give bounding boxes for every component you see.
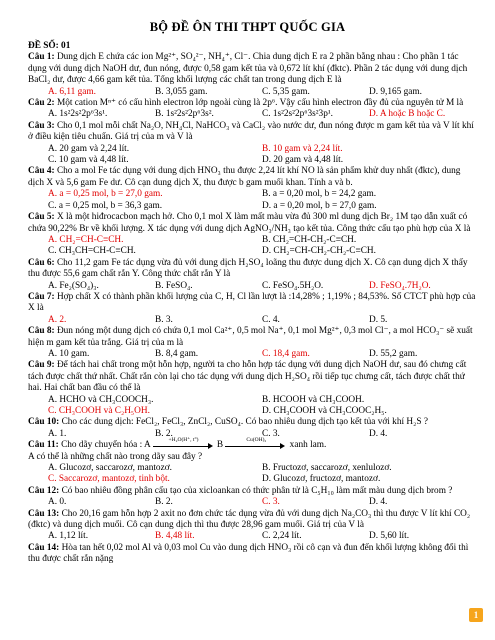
- option-a: A. a = 0,25 mol, b = 27,0 gam.: [48, 189, 163, 200]
- option-a: A. 20 gam và 2,24 lít.: [48, 143, 130, 154]
- option-d: D. 9,165 gam.: [369, 86, 422, 97]
- option-c: C. 1s²2s²2p⁶3s²3p¹.: [262, 109, 333, 120]
- reaction-arrow-2: Cu(OH)₂: [225, 441, 287, 450]
- option-b: B. 10 gam và 2,24 lít.: [262, 143, 343, 154]
- option-a: A. HCHO và CH₃COOCH₃.: [48, 394, 154, 405]
- option-c: C. 2,24 lít.: [262, 531, 302, 542]
- option-b: B. 2.: [155, 497, 173, 508]
- options-7: [28, 315, 476, 326]
- option-c: C. 3.: [262, 428, 280, 439]
- options-2: [28, 109, 476, 120]
- options-1: [28, 87, 476, 98]
- question-6: Câu 6: Cho 11,2 gam Fe tác dụng vừa đủ với dung dịch H₂SO₄ loãng thu được dung dịch X. Cô cạn dung dịch X thấy thu được 55,6 gam chất rắn Y. Công thức chất rắn Y là: [28, 257, 468, 280]
- option-c: C. 5,35 gam.: [262, 86, 310, 97]
- question-14: Câu 14: Hòa tan hết 0,02 mol Al và 0,03 mol Cu vào dung dịch HNO₃ rồi cô cạn và đun đến khối lượng không đổi thì thu được chất rắn nặng: [28, 542, 469, 565]
- option-a: A. 1,12 lít.: [48, 531, 89, 542]
- options-9b: [28, 406, 476, 417]
- document-title: BỘ ĐỀ ÔN THI THPT QUỐC GIA: [149, 20, 346, 34]
- option-b: B. 1s²2s²2p⁶3s².: [155, 109, 214, 120]
- option-d: D. 5,60 lít.: [369, 531, 410, 542]
- option-a: A. CH₂=CH-C≡CH.: [48, 234, 124, 245]
- option-a: A. 2.: [48, 314, 67, 325]
- question-10: Câu 10: Cho các dung dịch: FeCl₂, FeCl₃, ZnCl₂, CuSO₄. Có bao nhiêu dung dịch tạo kết tủa với khí H₂S ?: [28, 417, 428, 428]
- options-3b: [28, 155, 476, 166]
- options-9a: [28, 395, 476, 406]
- exam-number: ĐỀ SỐ: 01: [28, 41, 71, 51]
- question-1: Câu 1: Dung dịch E chứa các ion Mg²⁺, SO₄²⁻, NH₄⁺, Cl⁻. Chia dung dịch E ra 2 phần bằng nhau : Cho phần 1 tác dụng với dung dịch NaOH dư, đun nóng, được 0,58 gam kết tủa và 0,672 lít khí (đktc). Phần 2 tác dụng với dung dịch BaCl₂ dư, được 4,66 gam kết tủa. Tổng khối lượng các chất tan trong dung dịch E là: [28, 52, 468, 86]
- question-5: Câu 5: X là một hiđrocacbon mạch hở. Cho 0,1 mol X làm mất màu vừa đủ 300 ml dung dịch Br₂ 1M tạo dẫn xuất có chứa 90,22% Br về khối lượng. X tác dụng với dung dịch AgNO₃/NH₃ tạo kết tủa. Công thức cấu tạo phù hợp của X là: [28, 212, 471, 234]
- option-c: C. Saccarozơ, mantozơ, tinh bột.: [48, 474, 170, 485]
- option-a: A. 1s²2s²2p⁶3s¹.: [48, 109, 108, 120]
- question-3: Câu 3: Cho 0,1 mol mỗi chất Na₂O, NH₄Cl, NaHCO₃ và CaCl₂ vào nước dư, đun nóng được m gam kết tủa và V lít khí ở điều kiện tiêu chuẩn. Giá trị của m và V là: [28, 120, 474, 143]
- options-4b: [28, 201, 476, 212]
- option-b: B. 2.: [155, 428, 173, 439]
- options-13: [28, 531, 476, 542]
- question-2: Câu 2: Một cation Mⁿ⁺ có cấu hình electron lớp ngoài cùng là 2p⁶. Vậy cấu hình electron đầy đủ của nguyên tử M là: [28, 98, 464, 109]
- option-b: B. Fructozơ, saccarozơ, xenlulozơ.: [262, 463, 392, 474]
- option-d: D. 4.: [369, 428, 388, 439]
- option-b: B. CH₂=CH-CH₂-C≡CH.: [262, 234, 357, 245]
- option-d: D. 20 gam và 4,48 lít.: [262, 155, 344, 166]
- question-8: Câu 8: Đun nóng một dung dịch có chứa 0,1 mol Ca²⁺, 0,5 mol Na⁺, 0,1 mol Mg²⁺, 0,3 mol Cl⁻, a mol HCO₃⁻ sẽ xuất hiện m gam kết tủa trắng. Giá trị của m là: [28, 326, 473, 348]
- question-7: Câu 7: Hợp chất X có thành phần khối lượng của C, H, Cl lần lượt là :14,28% ; 1,19% ; 84,53%. Số CTCT phù hợp của X là: [28, 291, 476, 314]
- option-d: D. 55,2 gam.: [369, 348, 418, 359]
- question-11-stem: A có thể là những chất nào trong dãy sau đây ?: [28, 451, 203, 462]
- option-d: D. 4.: [369, 497, 388, 508]
- question-9: Câu 9: Để tách hai chất trong một hỗn hợp, người ta cho hỗn hợp tác dụng với dung dịch NaOH dư, sau đó chưng cất tách được chất thứ nhất. Chất rắn còn lại cho tác dụng với dung dịch H₂SO₄ rồi tiếp tục chưng cất, tách được chất thứ hai. Hai chất ban đầu có thể là: [28, 360, 467, 394]
- option-a: A. 1.: [48, 428, 67, 439]
- option-c: C. 18,4 gam.: [262, 348, 310, 359]
- option-c: C. 3.: [262, 497, 280, 508]
- option-a: A. 0.: [48, 497, 67, 508]
- question-12: Câu 12: Có bao nhiêu đồng phân cấu tạo của xicloankan có thức phân tử là C₅H₁₀ làm mất màu dung dịch brom ?: [28, 485, 453, 496]
- options-5a: [28, 235, 476, 246]
- options-5b: [28, 246, 476, 257]
- option-c: C. 10 gam và 4,48 lít.: [48, 155, 129, 166]
- options-8: [28, 349, 476, 360]
- option-b: B. 8,4 gam.: [155, 348, 199, 359]
- option-c: C. 4.: [262, 314, 280, 325]
- options-6: [28, 281, 476, 292]
- question-13: Câu 13: Cho 20,16 gam hỗn hợp 2 axit no đơn chức tác dụng vừa đủ với dung dịch Na₂CO₃ thì thu được V lít khí CO₂ (đktc) và dung dịch muối. Cô cạn dung dịch thì thu được 28,96 gam muối. Giá trị của V là: [28, 508, 471, 531]
- option-d: D. 5.: [369, 314, 388, 325]
- option-c: C. a = 0,25 mol, b = 36,3 gam.: [48, 200, 163, 211]
- options-12: [28, 497, 476, 508]
- option-c: C. FeSO₄.5H₂O.: [262, 280, 324, 291]
- options-11b: [28, 474, 476, 485]
- option-b: B. 3.: [155, 314, 173, 325]
- option-d: D. CH₂=CH-CH₂-CH₂-C≡CH.: [262, 246, 376, 257]
- option-a: A. 6,11 gam.: [48, 86, 96, 97]
- option-b: B. FeSO₄.: [155, 280, 193, 291]
- options-3a: [28, 144, 476, 155]
- option-b: B. a = 0,20 mol, b = 24,2 gam.: [262, 189, 377, 200]
- option-c: C. CH₃CH=CH-C≡CH.: [48, 246, 136, 257]
- option-d: D. Glucozơ, fructozơ, mantozơ.: [262, 474, 381, 485]
- option-b: B. 3,055 gam.: [155, 86, 208, 97]
- reaction-arrow-1: +H₂O(H⁺, t°): [153, 441, 215, 450]
- option-b: B. 4,48 lít.: [155, 531, 195, 542]
- option-d: D. a = 0,20 mol, b = 27,0 gam.: [262, 200, 377, 211]
- option-a: A. Glucozơ, saccarozơ, mantozơ.: [48, 463, 172, 474]
- option-a: A. 10 gam.: [48, 348, 90, 359]
- option-d: D. A hoặc B hoặc C.: [369, 109, 446, 120]
- option-a: A. Fe₂(SO₄)₃.: [48, 280, 99, 291]
- page-number-badge: 1: [469, 608, 483, 622]
- option-d: D. FeSO₄.7H₂O.: [369, 280, 431, 291]
- options-4a: [28, 189, 476, 200]
- option-b: B. HCOOH và CH₃COOH.: [262, 394, 365, 405]
- question-4: Câu 4: Cho a mol Fe tác dụng với dung dịch HNO₃ thu được 2,24 lít khí NO là sản phẩm khử duy nhất (đktc), dung dịch X và 5,6 gam Fe dư. Cô cạn dung dịch X, thu được b gam muối khan. Tính a và b.: [28, 166, 461, 188]
- option-d: D. CH₃COOH và CH₃COOC₂H₅.: [262, 406, 387, 416]
- options-11a: [28, 463, 476, 474]
- question-11: Câu 11: Cho dãy chuyển hóa : A +H₂O(H⁺, t°) B Cu(OH)₂ xanh lam.: [28, 436, 327, 451]
- exam-content: [28, 41, 476, 566]
- option-c: C. CH₃COOH và C₂H₅OH.: [48, 406, 150, 416]
